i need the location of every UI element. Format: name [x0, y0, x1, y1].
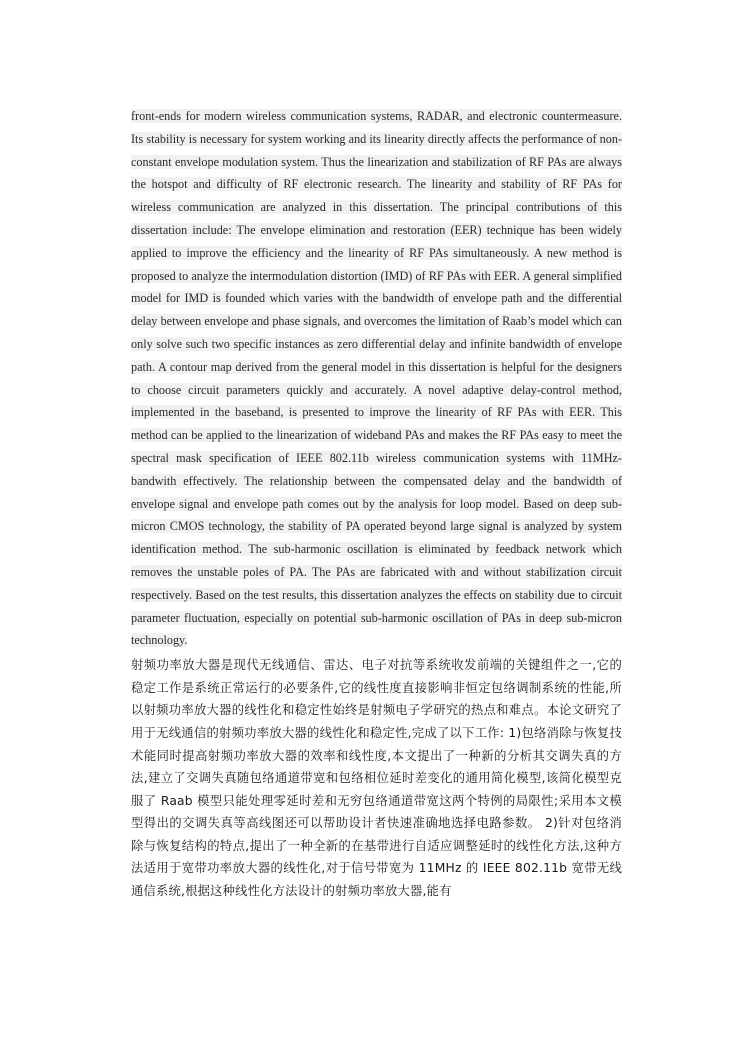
chinese-abstract-paragraph: 射频功率放大器是现代无线通信、雷达、电子对抗等系统收发前端的关键组件之一,它的稳定工作是系统正常运行的必要条件,它的线性度直接影响非恒定包络调制系统的性能,所以射频功率放大器的线性化和稳定性始终是射频电子学研究的热点和难点。本论文研究了用于无线通信的射频功率放大器的线性化和稳定性,完成了以下工作: 1)包络消除与恢复技术能同时提高射频功率放大器的效率和线性度,本文提出了一种新的分析其交调失真的方法,建立了交调失真随包络通道带宽和包络相位延时差变化的通用简化模型,该简化模型克服了 Raab 模型只能处理零延时差和无穷包络通道带宽这两个特例的局限性;采用本文模型得出的交调失真等高线图还可以帮助设计者快速准确地选择电路参数。 2)针对包络消除与恢复结构的特点,提出了一种全新的在基带进行自适应调整延时的线性化方法,这种方法适用于宽带功率放大器的线性化,对于信号带宽为 11MHz 的 IEEE 802.11b 宽带无线通信系统,根据这种线性化方法设计的射频功率放大器,能有	[131, 658, 622, 899]
english-abstract-paragraph	[131, 105, 622, 652]
document-body	[131, 105, 622, 903]
english-abstract-text: front-ends for modern wireless communication systems, RADAR, and electronic countermeasure. Its stability is necessary for system working and its linearity directly affects the performance of non-constant envelope modulation system. Thus the linearization and stabilization of RF PAs are always the hotspot and difficulty of RF electronic research. The linearity and stability of RF PAs for wireless communication are analyzed in this dissertation. The principal contributions of this dissertation include: The envelope elimination and restoration (EER) technique has been widely applied to improve the efficiency and the linearity of RF PAs simultaneously. A new method is proposed to analyze the intermodulation distortion (IMD) of RF PAs with EER. A general simplified model for IMD is founded which varies with the bandwidth of envelope path and the differential delay between envelope and phase signals, and overcomes the limitation of Raab’s model which can only solve such two specific instances as zero differential delay and infinite bandwidth of envelope path. A contour map derived from the general model in this dissertation is helpful for the designers to choose circuit parameters quickly and accurately. A novel adaptive delay-control method, implemented in the baseband, is presented to improve the linearity of RF PAs with EER. This method can be applied to the linearization of wideband PAs and makes the RF PAs easy to meet the spectral mask specification of IEEE 802.11b wireless communication systems with 11MHz-bandwith effectively. The relationship between the compensated delay and the bandwidth of envelope signal and envelope path comes out by the analysis for loop model. Based on deep sub-micron CMOS technology, the stability of PA operated beyond large signal is analyzed by system identification method. The sub-harmonic oscillation is eliminated by feedback network which removes the unstable poles of PA. The PAs are fabricated with and without stabilization circuit respectively. Based on the test results, this dissertation analyzes the effects on stability due to circuit parameter fluctuation, especially on potential sub-harmonic oscillation of PAs in deep sub-micron technology.	[131, 109, 622, 648]
